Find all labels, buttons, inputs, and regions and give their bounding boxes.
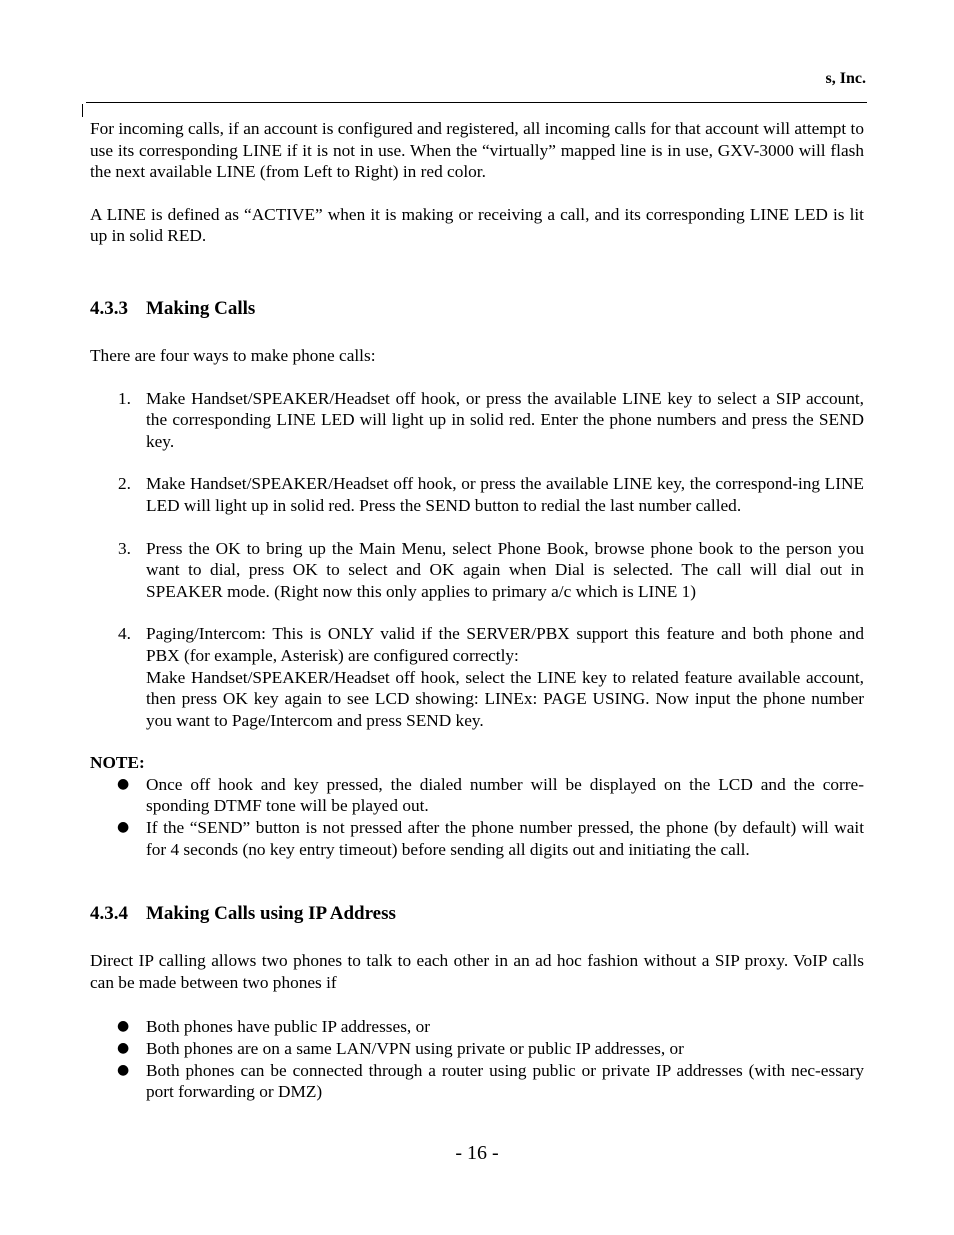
note-text: Once off hook and key pressed, the dialed number will be displayed on the LCD and the corre-sponding DTMF tone will be played out.	[146, 774, 864, 816]
list-item-text-continued: Make Handset/SPEAKER/Headset off hook, select the LINE key to related feature available account, then press OK key again to see LCD showing: LINEx: PAGE USING. Now input the phone number you want to Page/Intercom and press SEND key.	[146, 667, 864, 730]
list-item-text: Both phones are on a same LAN/VPN using private or public IP addresses, or	[146, 1039, 684, 1059]
list-marker: 3.	[118, 538, 131, 558]
page-number: - 16 -	[455, 1142, 499, 1164]
section-heading-ip-calls	[90, 902, 864, 926]
section-lead: There are four ways to make phone calls:	[90, 345, 376, 365]
list-item	[90, 388, 864, 453]
list-item-text: Both phones can be connected through a router using public or private IP addresses (with nec-essary port forwarding or DMZ)	[146, 1060, 864, 1102]
section-title: Making Calls	[146, 297, 256, 319]
list-item-text: Both phones have public IP addresses, or	[146, 1017, 430, 1037]
header-rule	[86, 102, 867, 103]
list-marker: 4.	[118, 624, 131, 644]
list-item	[90, 623, 864, 731]
bullet-icon: ●	[117, 819, 130, 836]
section-lead: Direct IP calling allows two phones to talk to each other in an ad hoc fashion without a SIP proxy. VoIP calls can be made between two phones if	[90, 951, 864, 992]
note-label: NOTE:	[90, 753, 145, 773]
bullet-icon: ●	[117, 1018, 130, 1035]
header-company-name: s, Inc.	[825, 70, 866, 87]
list-item-text: Make Handset/SPEAKER/Headset off hook, or press the available LINE key to select a SIP account, the corresponding LINE LED will light up in solid red. Enter the phone numbers and press the SEND key.	[146, 388, 864, 451]
note-bullet	[90, 774, 864, 817]
section-number: 4.3.4	[90, 903, 128, 925]
intro-paragraph-2: A LINE is defined as “ACTIVE” when it is making or receiving a call, and its corresponding LINE LED is lit up in solid RED.	[90, 204, 864, 246]
list-item	[90, 473, 864, 516]
section-heading-making-calls	[90, 297, 864, 321]
list-item	[90, 1060, 864, 1103]
list-item-text: Make Handset/SPEAKER/Headset off hook, or press the available LINE key, the correspond-ing LINE LED will light up in solid red. Press the SEND button to redial the last number called.	[146, 474, 864, 515]
note-bullet	[90, 817, 864, 860]
list-marker: 1.	[118, 388, 131, 408]
list-item-text: Press the OK to bring up the Main Menu, select Phone Book, browse phone book to the person you want to dial, press OK to select and OK again when Dial is selected. The call will dial out in SPEAKER mode. (Right now this only applies to primary a/c which is LINE 1)	[146, 538, 864, 601]
list-item	[90, 1038, 864, 1060]
section-title: Making Calls using IP Address	[146, 903, 396, 925]
list-item-text: Paging/Intercom: This is ONLY valid if the SERVER/PBX support this feature and both phone and PBX (for example, Asterisk) are configured correctly:	[146, 624, 864, 665]
bullet-icon: ●	[117, 1061, 130, 1078]
intro-paragraph-1: For incoming calls, if an account is configured and registered, all incoming calls for that account will attempt to use its corresponding LINE if it is not in use. When the “virtually” mapped line is in use, GXV-3000 will flash the next available LINE (from Left to Right) in red color.	[90, 119, 864, 182]
note-text: If the “SEND” button is not pressed after the phone number pressed, the phone (by default) will wait for 4 seconds (no key entry timeout) before sending all digits out and initiating the call.	[146, 818, 864, 859]
list-marker: 2.	[118, 474, 131, 494]
page-content	[90, 118, 864, 1103]
bullet-icon: ●	[117, 775, 130, 792]
header-margin-mark	[82, 104, 83, 117]
section-number: 4.3.3	[90, 297, 128, 319]
list-item	[90, 1016, 864, 1038]
bullet-icon: ●	[117, 1040, 130, 1057]
list-item	[90, 538, 864, 603]
